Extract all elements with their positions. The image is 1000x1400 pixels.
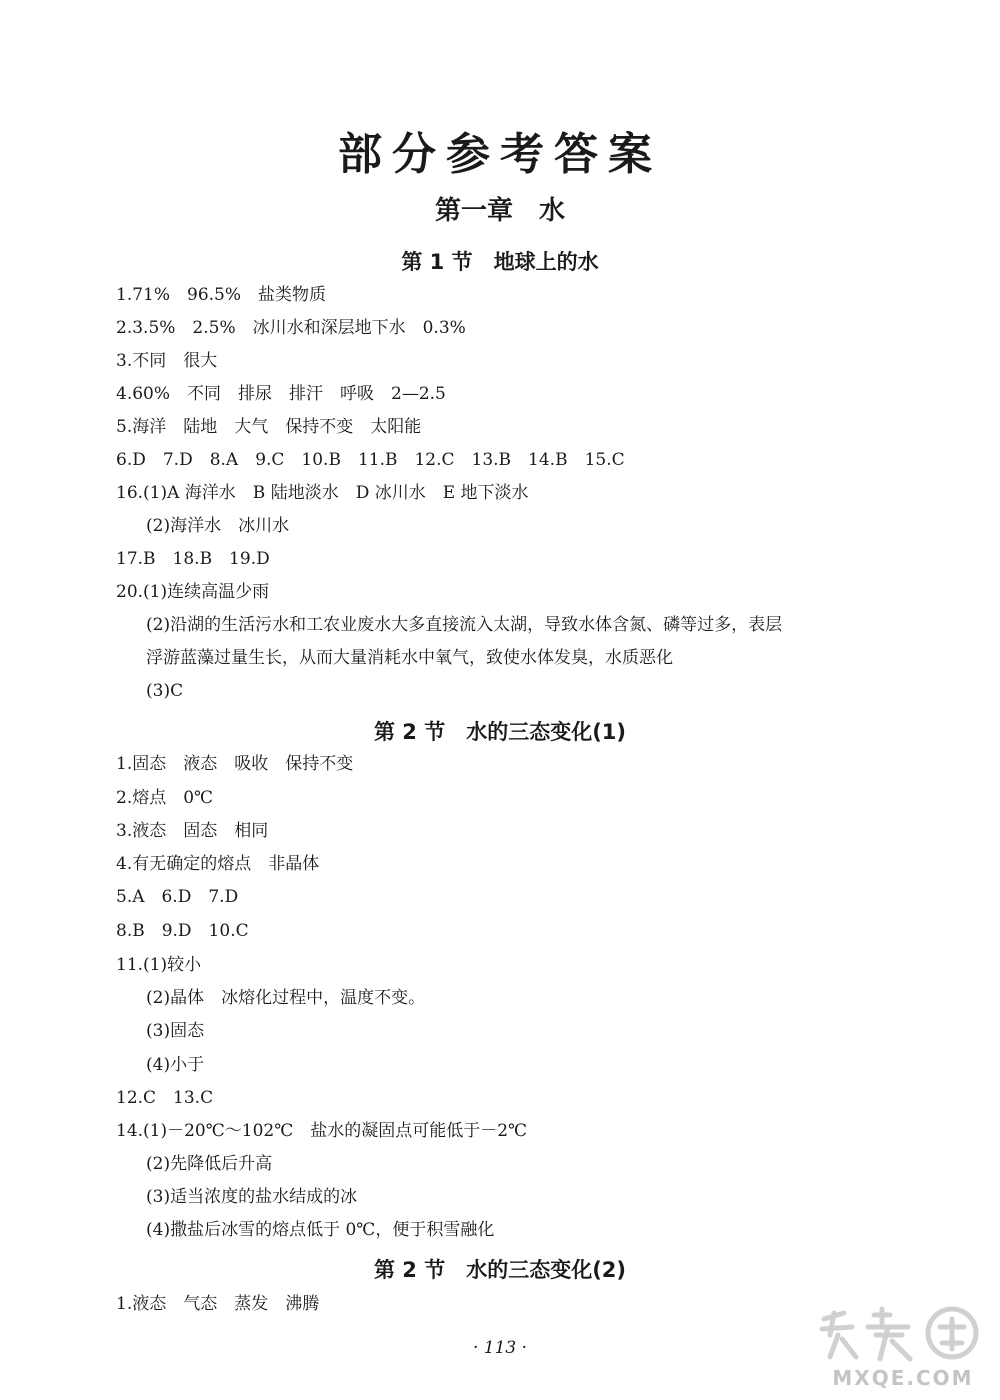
answer-line: 5.海洋 陆地 大气 保持不变 太阳能 [116,417,422,437]
watermark-text: MXQE.COM [832,1366,974,1390]
section-title-3: 第 2 节 水的三态变化(2) [373,1258,627,1282]
answer-line: 浮游蓝藻过量生长，从而大量消耗水中氧气，致使水体发臭，水质恶化 [146,648,673,668]
answer-line: 2.熔点 0℃ [116,788,214,808]
answer-line: (2)晶体 冰熔化过程中，温度不变。 [146,988,426,1008]
answer-line: 8.B 9.D 10.C [116,921,249,941]
answer-line: 3.液态 固态 相同 [116,821,269,841]
section-title-2: 第 2 节 水的三态变化(1) [373,720,627,744]
answer-line: 1.71% 96.5% 盐类物质 [116,285,327,305]
answer-line: 2.3.5% 2.5% 冰川水和深层地下水 0.3% [116,318,466,338]
answer-line: (2)先降低后升高 [146,1154,273,1174]
page-number: · 113 · [472,1338,528,1358]
answer-line: 1.固态 液态 吸收 保持不变 [116,754,354,774]
answer-line: (3)C [146,681,184,701]
answer-line: 4.有无确定的熔点 非晶体 [116,854,320,874]
answer-line: (4)撒盐后冰雪的熔点低于 0℃，便于积雪融化 [146,1220,495,1240]
answer-line: 3.不同 很大 [116,351,218,371]
answer-line: (3)固态 [146,1021,205,1041]
answer-line: 12.C 13.C [116,1088,214,1108]
answer-line: (2)沿湖的生活污水和工农业废水大多直接流入太湖，导致水体含氮、磷等过多，表层 [146,615,783,635]
answer-line: (2)海洋水 冰川水 [146,516,290,536]
answer-line: 20.(1)连续高温少雨 [116,582,270,602]
answer-line: (3)适当浓度的盐水结成的冰 [146,1187,358,1207]
answer-line: 16.(1)A 海洋水 B 陆地淡水 D 冰川水 E 地下淡水 [116,483,529,503]
answer-line: 6.D 7.D 8.A 9.C 10.B 11.B 12.C 13.B 14.B 15.C [116,450,625,470]
chapter-title: 第一章 水 [434,196,565,226]
answer-line: 1.液态 气态 蒸发 沸腾 [116,1294,320,1314]
answer-line: 14.(1)－20℃～102℃ 盐水的凝固点可能低于－2℃ [116,1121,528,1141]
answer-line: (4)小于 [146,1055,205,1075]
answer-line: 4.60% 不同 排尿 排汗 呼吸 2—2.5 [116,384,446,404]
section-title-1: 第 1 节 地球上的水 [401,250,599,274]
answer-line: 5.A 6.D 7.D [116,887,239,907]
answer-line: 17.B 18.B 19.D [116,549,270,569]
answer-line: 11.(1)较小 [116,955,202,975]
page-title: 部分参考答案 [338,129,662,180]
